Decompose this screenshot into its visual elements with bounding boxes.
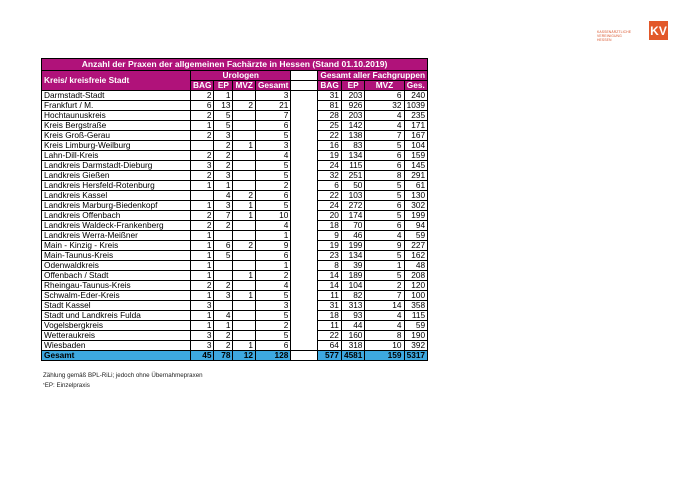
urologen-cell	[233, 231, 256, 241]
all-groups-cell: 199	[404, 211, 428, 221]
urologen-cell: 5	[255, 201, 290, 211]
urologen-cell	[233, 261, 256, 271]
all-groups-cell: 39	[341, 261, 365, 271]
urologen-cell: 6	[255, 251, 290, 261]
urologen-cell: 1	[191, 201, 214, 211]
urologen-cell: 1	[214, 91, 233, 101]
urologen-cell: 3	[191, 301, 214, 311]
urologen-cell: 7	[255, 111, 290, 121]
all-groups-cell: 32	[365, 101, 404, 111]
all-groups-cell: 93	[341, 311, 365, 321]
table-row	[42, 231, 428, 241]
table-row	[42, 291, 428, 301]
urologen-cell: 1	[191, 181, 214, 191]
footnote-2	[43, 382, 90, 389]
all-groups-cell: 134	[341, 251, 365, 261]
urologen-cell: 1	[233, 291, 256, 301]
footnote-marker: *	[43, 382, 45, 387]
urologen-cell: 3	[191, 341, 214, 351]
total-all-groups-cell: 5317	[404, 351, 428, 361]
urologen-cell	[233, 311, 256, 321]
all-groups-cell: 1	[365, 261, 404, 271]
table-row	[42, 201, 428, 211]
all-groups-cell: 81	[318, 101, 342, 111]
urologen-cell: 9	[255, 241, 290, 251]
all-groups-cell: 208	[404, 271, 428, 281]
all-groups-cell: 22	[318, 131, 342, 141]
urologen-cell	[233, 171, 256, 181]
table-row	[42, 111, 428, 121]
urologen-cell: 4	[214, 191, 233, 201]
region-name: Stadt Kassel	[42, 301, 191, 311]
region-name: Vogelsbergkreis	[42, 321, 191, 331]
urologen-cell: 5	[255, 331, 290, 341]
all-groups-cell: 28	[318, 111, 342, 121]
region-name: Main-Taunus-Kreis	[42, 251, 191, 261]
all-groups-cell: 14	[365, 301, 404, 311]
region-name: Wetteraukreis	[42, 331, 191, 341]
urologen-cell: 2	[191, 221, 214, 231]
region-name: Kreis Groß-Gerau	[42, 131, 191, 141]
all-groups-cell: 203	[341, 111, 365, 121]
urologen-cell: 3	[214, 291, 233, 301]
all-groups-cell: 251	[341, 171, 365, 181]
urologen-cell: 1	[191, 261, 214, 271]
urologen-cell: 4	[255, 151, 290, 161]
all-groups-cell: 318	[341, 341, 365, 351]
all-groups-cell: 159	[404, 151, 428, 161]
urologen-cell	[233, 281, 256, 291]
all-groups-cell: 4	[365, 111, 404, 121]
all-groups-cell: 100	[404, 291, 428, 301]
all-groups-cell: 6	[365, 161, 404, 171]
all-groups-cell: 2	[365, 281, 404, 291]
urologen-cell: 2	[191, 91, 214, 101]
all-groups-cell: 162	[404, 251, 428, 261]
urologen-cell: 2	[255, 321, 290, 331]
urologen-cell: 1	[191, 291, 214, 301]
urologen-cell: 10	[255, 211, 290, 221]
region-name: Landkreis Werra-Meißner	[42, 231, 191, 241]
total-row	[42, 351, 428, 361]
region-name: Landkreis Darmstadt-Dieburg	[42, 161, 191, 171]
all-groups-cell: 94	[404, 221, 428, 231]
all-groups-cell: 240	[404, 91, 428, 101]
all-groups-cell: 160	[341, 331, 365, 341]
table-row	[42, 241, 428, 251]
all-groups-cell: 16	[318, 141, 342, 151]
all-groups-cell: 9	[365, 241, 404, 251]
urologen-cell	[191, 141, 214, 151]
table-row	[42, 211, 428, 221]
urologen-cell: 2	[214, 141, 233, 151]
urologen-cell	[214, 271, 233, 281]
practices-table	[41, 58, 428, 361]
all-groups-cell: 18	[318, 311, 342, 321]
all-groups-cell: 103	[341, 191, 365, 201]
all-groups-cell: 130	[404, 191, 428, 201]
urologen-cell: 1	[191, 321, 214, 331]
region-name: Darmstadt-Stadt	[42, 91, 191, 101]
urologen-cell: 3	[214, 131, 233, 141]
urologen-cell: 1	[191, 271, 214, 281]
all-groups-cell: 235	[404, 111, 428, 121]
all-groups-cell: 24	[318, 201, 342, 211]
urologen-cell	[233, 181, 256, 191]
all-groups-cell: 22	[318, 191, 342, 201]
col-gesamt: Gesamt	[255, 81, 290, 91]
all-groups-cell: 18	[318, 221, 342, 231]
urologen-cell: 2	[233, 101, 256, 111]
region-name: Landkreis Waldeck-Frankenberg	[42, 221, 191, 231]
col-mvz-all: MVZ	[365, 81, 404, 91]
table-row	[42, 281, 428, 291]
urologen-cell: 2	[255, 271, 290, 281]
region-header: Kreis/ kreisfreie Stadt	[42, 71, 191, 91]
urologen-cell: 3	[255, 91, 290, 101]
all-groups-cell: 358	[404, 301, 428, 311]
all-groups-cell: 302	[404, 201, 428, 211]
urologen-cell: 1	[233, 201, 256, 211]
urologen-cell	[233, 151, 256, 161]
col-bag: BAG	[191, 81, 214, 91]
region-name: Main - Kinzig - Kreis	[42, 241, 191, 251]
table-container	[41, 58, 428, 361]
urologen-cell: 6	[214, 241, 233, 251]
all-groups-cell: 8	[318, 261, 342, 271]
table-row	[42, 181, 428, 191]
all-groups-cell: 134	[341, 151, 365, 161]
col-mvz: MVZ	[233, 81, 256, 91]
total-urologen-cell: 78	[214, 351, 233, 361]
all-groups-cell: 6	[365, 221, 404, 231]
all-groups-cell: 64	[318, 341, 342, 351]
all-groups-cell: 1039	[404, 101, 428, 111]
all-groups-cell: 4	[365, 311, 404, 321]
header-row-groups	[42, 71, 428, 81]
urologen-cell: 2	[255, 181, 290, 191]
all-groups-cell: 8	[365, 171, 404, 181]
all-groups-cell: 4	[365, 321, 404, 331]
all-groups-cell: 174	[341, 211, 365, 221]
all-groups-cell: 19	[318, 241, 342, 251]
all-groups-cell: 926	[341, 101, 365, 111]
urologen-cell: 13	[214, 101, 233, 111]
col-ges-all: Ges.	[404, 81, 428, 91]
all-groups-cell: 31	[318, 91, 342, 101]
urologen-cell: 2	[214, 161, 233, 171]
region-name: Offenbach / Stadt	[42, 271, 191, 281]
urologen-cell	[233, 331, 256, 341]
table-row	[42, 341, 428, 351]
urologen-cell: 1	[191, 251, 214, 261]
urologen-cell: 3	[214, 201, 233, 211]
urologen-cell: 2	[214, 151, 233, 161]
all-groups-cell: 20	[318, 211, 342, 221]
table-row	[42, 151, 428, 161]
urologen-cell: 2	[191, 171, 214, 181]
urologen-cell	[233, 301, 256, 311]
col-bag-all: BAG	[318, 81, 342, 91]
table-row	[42, 271, 428, 281]
urologen-cell: 7	[214, 211, 233, 221]
all-groups-cell: 5	[365, 271, 404, 281]
urologen-cell	[233, 161, 256, 171]
footnote-1: Zählung gemäß BPL-RiLi; jedoch ohne Übernahmepraxen	[43, 372, 203, 379]
logo-line-3: HESSEN	[597, 38, 612, 42]
all-groups-cell: 9	[318, 231, 342, 241]
all-groups-cell: 203	[341, 91, 365, 101]
urologen-cell: 6	[255, 121, 290, 131]
all-groups-cell: 189	[341, 271, 365, 281]
region-name: Kreis Bergstraße	[42, 121, 191, 131]
urologen-cell: 21	[255, 101, 290, 111]
all-groups-cell: 6	[365, 201, 404, 211]
svg-text:KV: KV	[650, 24, 667, 38]
urologen-cell: 2	[214, 331, 233, 341]
all-groups-cell: 5	[365, 141, 404, 151]
urologen-cell: 2	[191, 281, 214, 291]
all-groups-cell: 227	[404, 241, 428, 251]
all-groups-cell: 4	[365, 231, 404, 241]
all-groups-cell: 59	[404, 321, 428, 331]
table-row	[42, 311, 428, 321]
all-groups-cell: 82	[341, 291, 365, 301]
urologen-header: Urologen	[191, 71, 291, 81]
total-urologen-cell: 45	[191, 351, 214, 361]
all-groups-cell: 14	[318, 271, 342, 281]
urologen-cell: 1	[191, 241, 214, 251]
table-row	[42, 171, 428, 181]
region-name: Hochtaunuskreis	[42, 111, 191, 121]
all-groups-cell: 23	[318, 251, 342, 261]
all-groups-cell: 5	[365, 191, 404, 201]
region-name: Landkreis Gießen	[42, 171, 191, 181]
all-groups-cell: 104	[341, 281, 365, 291]
table-row	[42, 331, 428, 341]
table-title: Anzahl der Praxen der allgemeinen Fachärzte in Hessen (Stand 01.10.2019)	[42, 59, 428, 71]
urologen-cell	[214, 261, 233, 271]
table-row	[42, 191, 428, 201]
all-groups-cell: 392	[404, 341, 428, 351]
all-groups-cell: 167	[404, 131, 428, 141]
urologen-cell: 5	[214, 111, 233, 121]
all-groups-cell: 171	[404, 121, 428, 131]
footnote-2-text: EP: Einzelpraxis	[44, 382, 90, 389]
all-groups-cell: 115	[404, 311, 428, 321]
all-groups-cell: 313	[341, 301, 365, 311]
gesamt-fachgruppen-header: Gesamt aller Fachgruppen	[318, 71, 428, 81]
total-all-groups-cell: 159	[365, 351, 404, 361]
urologen-cell: 1	[233, 211, 256, 221]
urologen-cell: 2	[233, 241, 256, 251]
all-groups-cell: 61	[404, 181, 428, 191]
urologen-cell: 1	[255, 231, 290, 241]
urologen-cell: 3	[255, 141, 290, 151]
region-name: Kreis Limburg-Weilburg	[42, 141, 191, 151]
kv-logo-icon	[644, 18, 670, 44]
table-row	[42, 101, 428, 111]
all-groups-cell: 4	[365, 121, 404, 131]
urologen-cell: 4	[255, 281, 290, 291]
all-groups-cell: 6	[365, 151, 404, 161]
urologen-cell: 2	[191, 111, 214, 121]
region-name: Frankfurt / M.	[42, 101, 191, 111]
urologen-cell: 1	[191, 311, 214, 321]
table-row	[42, 161, 428, 171]
region-name: Landkreis Marburg-Biedenkopf	[42, 201, 191, 211]
logo-line-2: VEREINIGUNG	[597, 34, 622, 38]
all-groups-cell: 19	[318, 151, 342, 161]
table-row	[42, 91, 428, 101]
all-groups-cell: 44	[341, 321, 365, 331]
region-name: Lahn-Dill-Kreis	[42, 151, 191, 161]
table-row	[42, 251, 428, 261]
region-name: Wiesbaden	[42, 341, 191, 351]
table-row	[42, 261, 428, 271]
all-groups-cell: 142	[341, 121, 365, 131]
all-groups-cell: 10	[365, 341, 404, 351]
all-groups-cell: 6	[365, 91, 404, 101]
all-groups-cell: 22	[318, 331, 342, 341]
logo-line-1: KASSENÄRZTLICHE	[597, 30, 632, 34]
urologen-cell	[214, 301, 233, 311]
urologen-cell: 5	[255, 131, 290, 141]
total-urologen-cell: 12	[233, 351, 256, 361]
all-groups-cell: 5	[365, 181, 404, 191]
all-groups-cell: 11	[318, 321, 342, 331]
region-name: Schwalm-Eder-Kreis	[42, 291, 191, 301]
urologen-cell: 1	[233, 341, 256, 351]
urologen-cell: 5	[255, 171, 290, 181]
table-row	[42, 321, 428, 331]
urologen-cell	[233, 131, 256, 141]
urologen-cell: 1	[214, 181, 233, 191]
urologen-cell: 2	[191, 151, 214, 161]
all-groups-cell: 48	[404, 261, 428, 271]
col-ep: EP	[214, 81, 233, 91]
urologen-cell: 2	[214, 281, 233, 291]
all-groups-cell: 138	[341, 131, 365, 141]
urologen-cell: 5	[255, 291, 290, 301]
all-groups-cell: 5	[365, 251, 404, 261]
table-row	[42, 221, 428, 231]
urologen-cell: 2	[191, 131, 214, 141]
urologen-cell	[233, 91, 256, 101]
all-groups-cell: 8	[365, 331, 404, 341]
all-groups-cell: 6	[318, 181, 342, 191]
urologen-cell: 3	[191, 331, 214, 341]
all-groups-cell: 31	[318, 301, 342, 311]
urologen-cell: 2	[191, 211, 214, 221]
all-groups-cell: 199	[341, 241, 365, 251]
title-row	[42, 59, 428, 71]
all-groups-cell: 5	[365, 211, 404, 221]
all-groups-cell: 32	[318, 171, 342, 181]
table-row	[42, 141, 428, 151]
urologen-cell	[233, 251, 256, 261]
urologen-cell: 6	[191, 101, 214, 111]
all-groups-cell: 7	[365, 131, 404, 141]
all-groups-cell: 11	[318, 291, 342, 301]
urologen-cell: 4	[214, 311, 233, 321]
region-name: Stadt und Landkreis Fulda	[42, 311, 191, 321]
region-name: Landkreis Hersfeld-Rotenburg	[42, 181, 191, 191]
col-ep-all: EP	[341, 81, 365, 91]
table-row	[42, 301, 428, 311]
total-all-groups-cell: 577	[318, 351, 342, 361]
urologen-cell: 2	[214, 341, 233, 351]
table-row	[42, 131, 428, 141]
urologen-cell: 5	[255, 311, 290, 321]
urologen-cell: 2	[233, 191, 256, 201]
urologen-cell: 6	[255, 191, 290, 201]
urologen-cell: 5	[255, 161, 290, 171]
all-groups-cell: 25	[318, 121, 342, 131]
all-groups-cell: 59	[404, 231, 428, 241]
region-name: Odenwaldkreis	[42, 261, 191, 271]
urologen-cell: 5	[214, 121, 233, 131]
all-groups-cell: 272	[341, 201, 365, 211]
table-row	[42, 121, 428, 131]
region-name: Landkreis Kassel	[42, 191, 191, 201]
all-groups-cell: 120	[404, 281, 428, 291]
urologen-cell	[214, 231, 233, 241]
urologen-cell	[191, 191, 214, 201]
region-name: Landkreis Offenbach	[42, 211, 191, 221]
urologen-cell	[233, 321, 256, 331]
all-groups-cell: 190	[404, 331, 428, 341]
total-all-groups-cell: 4581	[341, 351, 365, 361]
all-groups-cell: 70	[341, 221, 365, 231]
logo-wordmark	[597, 30, 631, 42]
all-groups-cell: 46	[341, 231, 365, 241]
urologen-cell: 2	[214, 221, 233, 231]
total-label: Gesamt	[42, 351, 191, 361]
urologen-cell: 4	[255, 221, 290, 231]
urologen-cell: 1	[233, 271, 256, 281]
urologen-cell: 3	[255, 301, 290, 311]
all-groups-cell: 14	[318, 281, 342, 291]
total-urologen-cell: 128	[255, 351, 290, 361]
all-groups-cell: 83	[341, 141, 365, 151]
urologen-cell: 1	[191, 231, 214, 241]
all-groups-cell: 115	[341, 161, 365, 171]
urologen-cell: 1	[214, 321, 233, 331]
all-groups-cell: 145	[404, 161, 428, 171]
urologen-cell	[233, 221, 256, 231]
all-groups-cell: 50	[341, 181, 365, 191]
urologen-cell: 3	[191, 161, 214, 171]
all-groups-cell: 104	[404, 141, 428, 151]
region-name: Rheingau-Taunus-Kreis	[42, 281, 191, 291]
all-groups-cell: 24	[318, 161, 342, 171]
urologen-cell: 1	[233, 141, 256, 151]
urologen-cell: 6	[255, 341, 290, 351]
urologen-cell	[233, 121, 256, 131]
all-groups-cell: 7	[365, 291, 404, 301]
urologen-cell	[233, 111, 256, 121]
urologen-cell: 1	[191, 121, 214, 131]
all-groups-cell: 291	[404, 171, 428, 181]
urologen-cell: 3	[214, 171, 233, 181]
urologen-cell: 1	[255, 261, 290, 271]
urologen-cell: 5	[214, 251, 233, 261]
